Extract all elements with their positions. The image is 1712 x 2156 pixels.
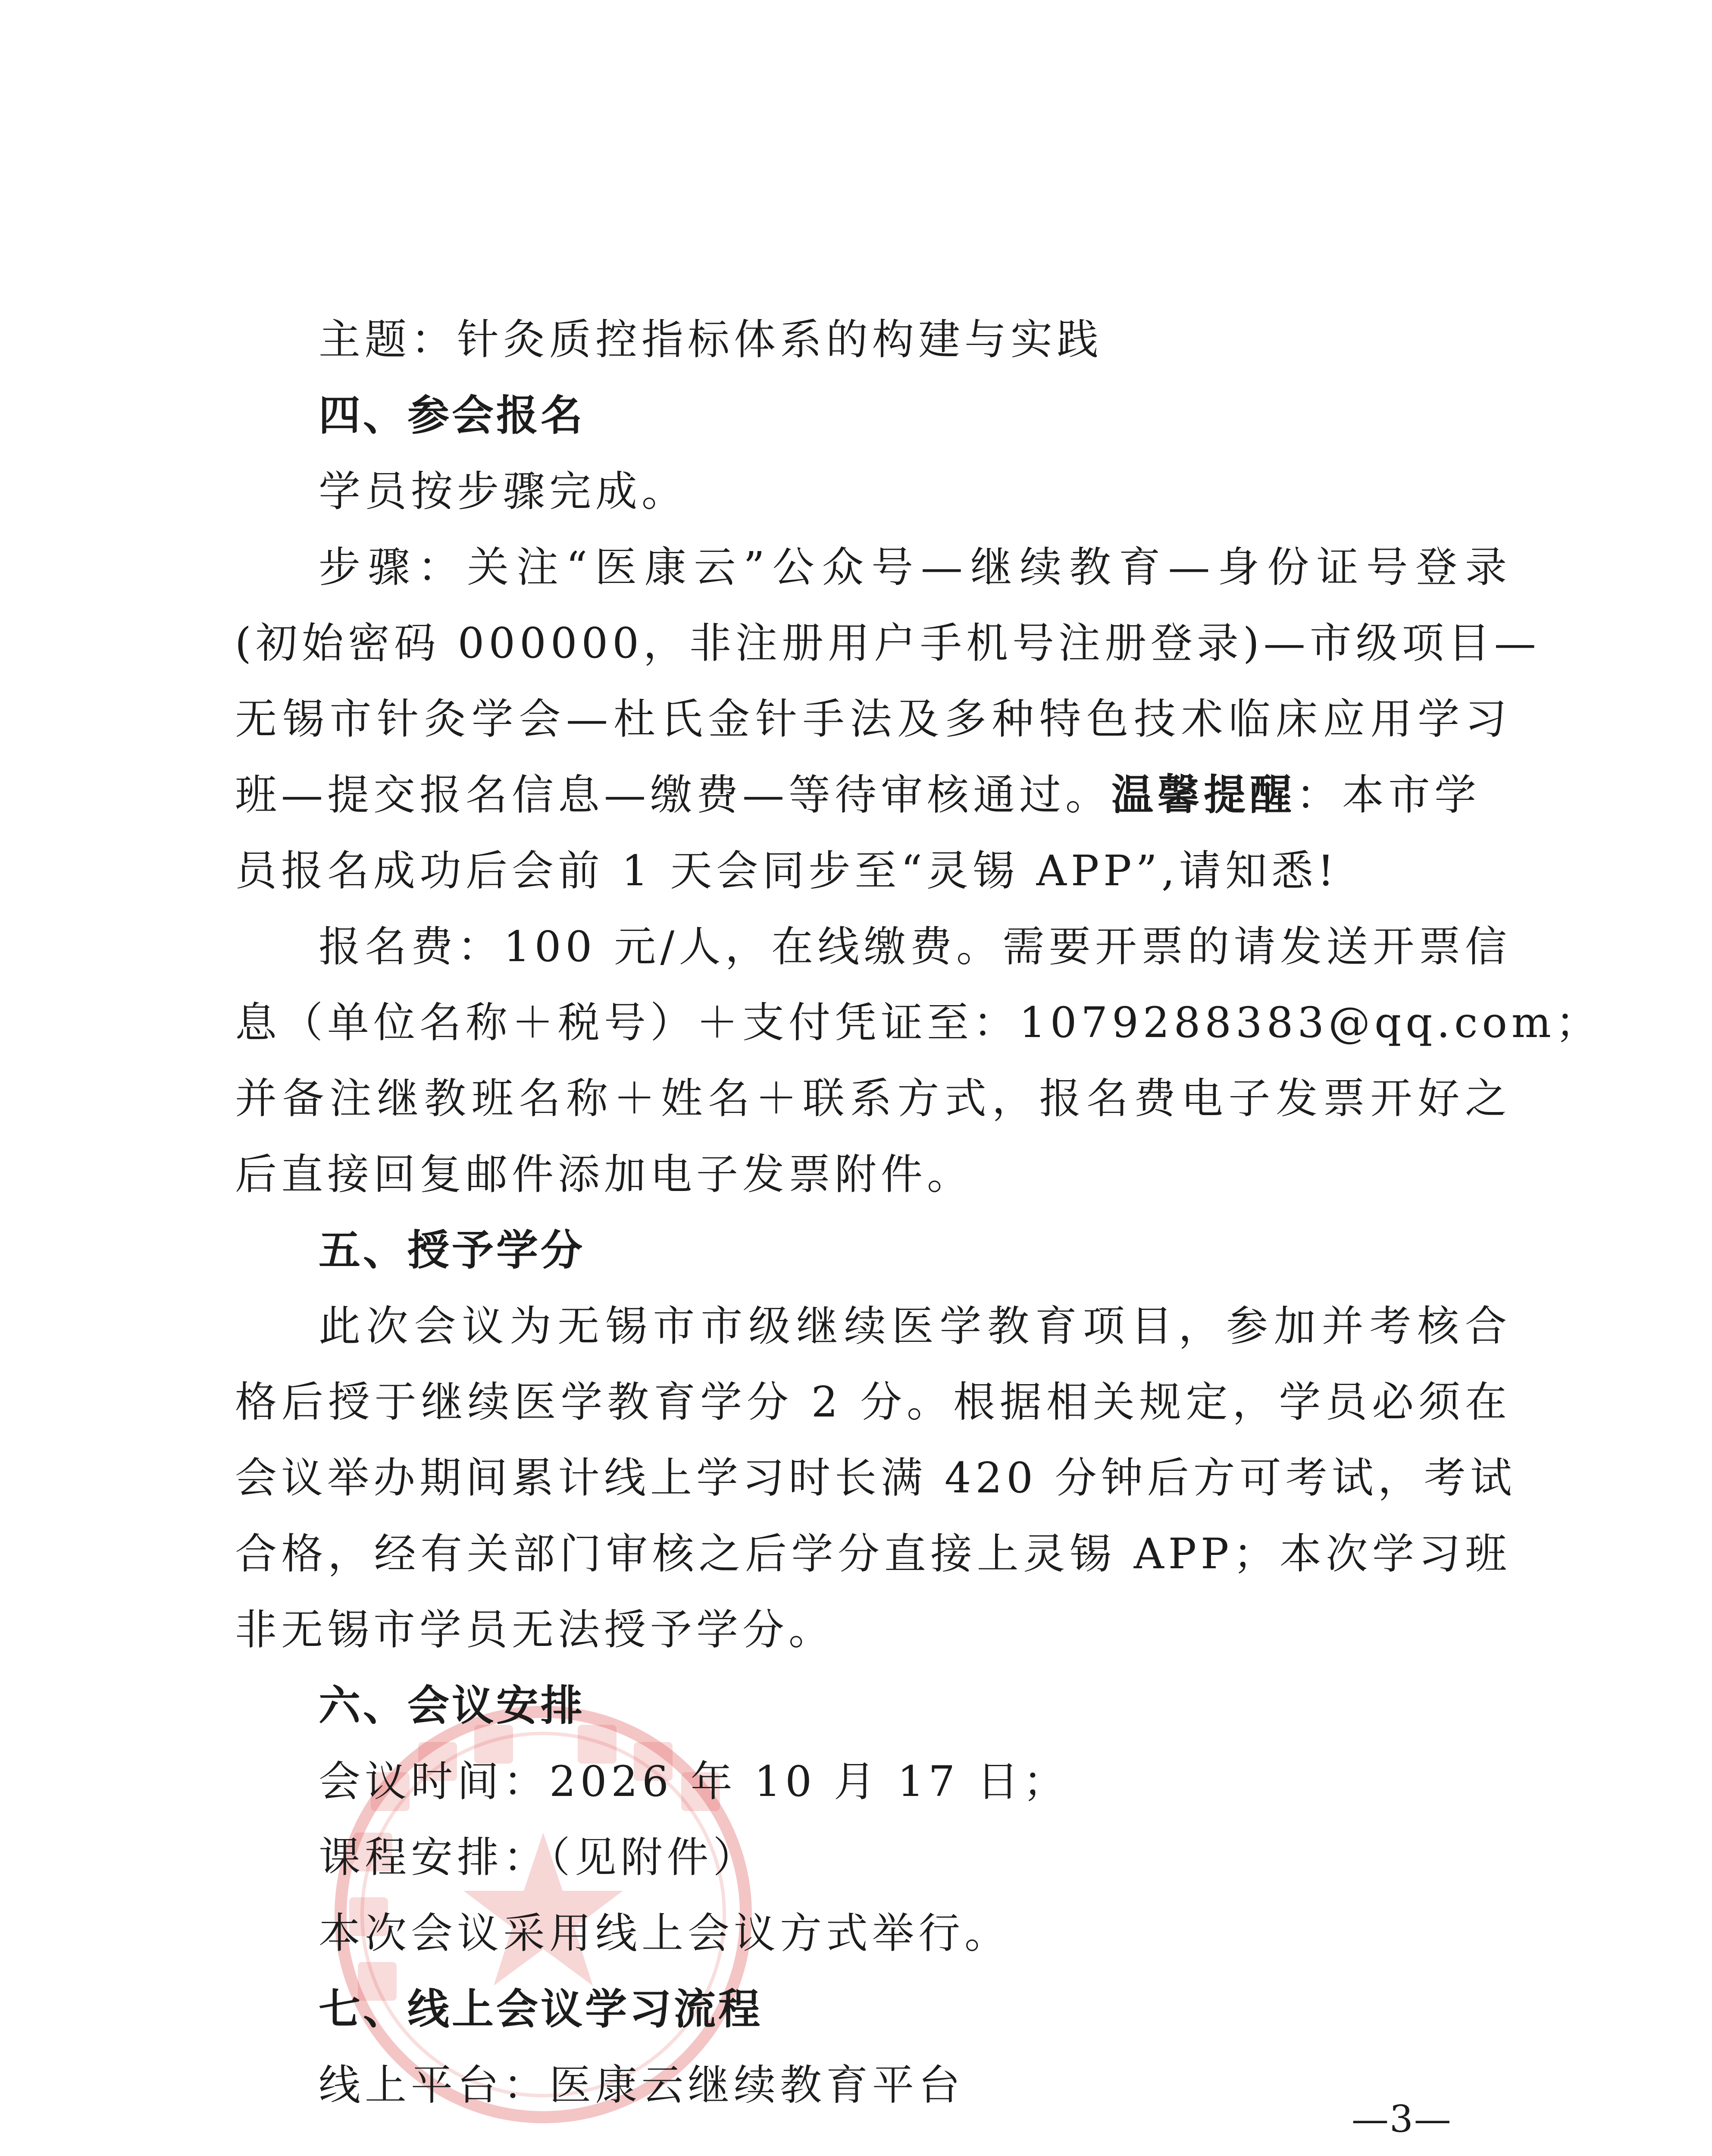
- paragraph-line: 步骤：关注“医康云”公众号—继续教育—身份证号登录: [319, 543, 1511, 592]
- paragraph-line: 此次会议为无锡市市级继续医学教育项目，参加并考核合: [319, 1302, 1511, 1351]
- course-schedule-line: 课程安排：（见附件）: [319, 1833, 759, 1882]
- page-number: —3—: [1352, 2098, 1452, 2141]
- paragraph-line: 格后授于继续医学教育学分 2 分。根据相关规定，学员必须在: [235, 1378, 1511, 1426]
- document-body: [235, 302, 1602, 2123]
- paragraph-line: 并备注继教班名称＋姓名＋联系方式，报名费电子发票开好之: [235, 1074, 1511, 1123]
- paragraph-line: 员报名成功后会前 1 天会同步至“灵锡 APP”,请知悉!: [235, 846, 1339, 895]
- paragraph-line: 合格，经有关部门审核之后学分直接上灵锡 APP；本次学习班: [235, 1529, 1511, 1578]
- paragraph-line: 后直接回复邮件添加电子发票附件。: [235, 1150, 973, 1199]
- paragraph-line: 息（单位名称＋税号）＋支付凭证至：1079288383@qq.com；: [235, 998, 1602, 1047]
- topic-line: 主题：针灸质控指标体系的构建与实践: [319, 315, 1103, 364]
- paragraph-line: 会议举办期间累计线上学习时长满 420 分钟后方可考试，考试: [235, 1454, 1516, 1502]
- paragraph-line: 无锡市针灸学会—杜氏金针手法及多种特色技术临床应用学习: [235, 695, 1511, 743]
- warm-reminder-label: 温馨提醒: [1111, 771, 1296, 819]
- online-platform-line: 线上平台：医康云继续教育平台: [319, 2061, 964, 2109]
- section-heading-online-process: 七、线上会议学习流程: [319, 1985, 763, 2034]
- paragraph-text: 班—提交报名信息—缴费—等待审核通过。: [235, 771, 1111, 819]
- section-heading-schedule: 六、会议安排: [319, 1681, 585, 1730]
- paragraph-line: 本次会议采用线上会议方式举行。: [319, 1909, 1011, 1958]
- paragraph-line: (初始密码 000000，非注册用户手机号注册登录)—市级项目—: [235, 619, 1540, 667]
- paragraph-line: 非无锡市学员无法授予学分。: [235, 1605, 835, 1654]
- section-heading-credits: 五、授予学分: [319, 1226, 585, 1275]
- meeting-time-line: 会议时间：2026 年 10 月 17 日；: [319, 1757, 1069, 1806]
- paragraph-line: 学员按步骤完成。: [319, 467, 688, 516]
- paragraph-text: ：本市学: [1296, 771, 1480, 819]
- section-heading-registration: 四、参会报名: [319, 391, 585, 440]
- paragraph-line-with-reminder: [235, 757, 1511, 833]
- paragraph-line: 报名费：100 元/人，在线缴费。需要开票的请发送开票信: [319, 922, 1511, 971]
